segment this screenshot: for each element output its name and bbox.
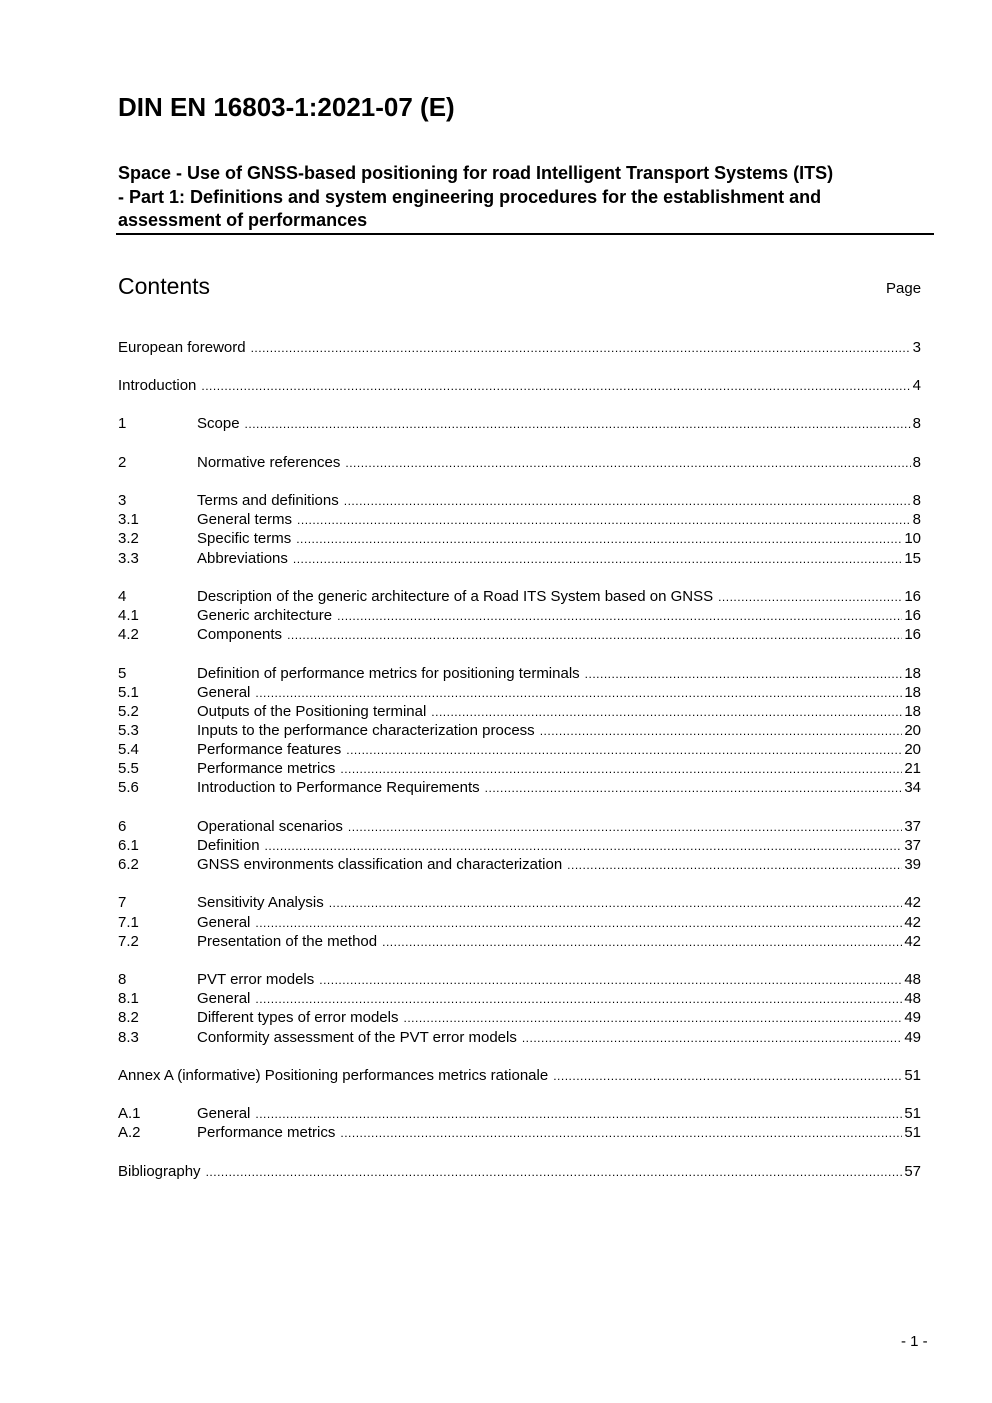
toc-entry-number: 4.1 bbox=[118, 607, 139, 624]
toc-entry-page: 37 bbox=[904, 837, 921, 854]
page-column-heading: Page bbox=[886, 280, 922, 297]
toc-dot-leader bbox=[485, 781, 903, 795]
toc-dot-leader bbox=[345, 456, 910, 470]
toc-entry[interactable] bbox=[118, 1163, 921, 1182]
toc-dot-leader bbox=[319, 973, 902, 987]
toc-dot-leader bbox=[431, 705, 902, 719]
toc-entry[interactable] bbox=[118, 626, 921, 645]
toc-entry-page: 18 bbox=[904, 684, 921, 701]
toc-entry-number: 5.2 bbox=[118, 703, 139, 720]
toc-entry-title: General bbox=[197, 1105, 251, 1122]
toc-entry[interactable] bbox=[118, 933, 921, 952]
toc-entry-title: Conformity assessment of the PVT error models bbox=[197, 1029, 517, 1046]
toc-entry-title: Performance metrics bbox=[197, 760, 336, 777]
toc-entry-title: GNSS environments classification and characterization bbox=[197, 856, 563, 873]
toc-entry[interactable] bbox=[118, 1067, 921, 1086]
document-id: DIN EN 16803-1:2021-07 (E) bbox=[118, 92, 455, 122]
toc-entry-page: 8 bbox=[912, 511, 921, 528]
toc-dot-leader bbox=[201, 379, 910, 393]
toc-dot-leader bbox=[337, 609, 902, 623]
toc-dot-leader bbox=[340, 762, 902, 776]
toc-entry[interactable] bbox=[118, 530, 921, 549]
toc-entry[interactable] bbox=[118, 741, 921, 760]
toc-entry-title: General bbox=[197, 684, 251, 701]
toc-entry-title: Introduction bbox=[118, 377, 197, 394]
toc-entry-number: 5.3 bbox=[118, 722, 139, 739]
toc-entry-title: Definition bbox=[197, 837, 260, 854]
toc-entry-page: 10 bbox=[904, 530, 921, 547]
toc-entry[interactable] bbox=[118, 339, 921, 358]
toc-entry-title: Performance metrics bbox=[197, 1124, 336, 1141]
toc-entry-title: Components bbox=[197, 626, 283, 643]
toc-entry-number: 7 bbox=[118, 894, 127, 911]
toc-entry-title: Sensitivity Analysis bbox=[197, 894, 324, 911]
toc-entry[interactable] bbox=[118, 607, 921, 626]
toc-entry[interactable] bbox=[118, 492, 921, 511]
toc-entry-number: 5 bbox=[118, 665, 127, 682]
toc-entry-page: 57 bbox=[904, 1163, 921, 1180]
toc-dot-leader bbox=[293, 552, 902, 566]
toc-entry-title: Terms and definitions bbox=[197, 492, 339, 509]
toc-entry-title: Definition of performance metrics for positioning terminals bbox=[197, 665, 580, 682]
toc-entry-page: 18 bbox=[904, 703, 921, 720]
toc-entry-number: 6.1 bbox=[118, 837, 139, 854]
toc-entry[interactable] bbox=[118, 760, 921, 779]
toc-entry-page: 18 bbox=[904, 665, 921, 682]
toc-entry-title: Abbreviations bbox=[197, 550, 288, 567]
toc-entry-number: 1 bbox=[118, 415, 127, 432]
toc-entry-title: Specific terms bbox=[197, 530, 292, 547]
title-line: - Part 1: Definitions and system engineering procedures for the establishment and bbox=[118, 186, 822, 207]
toc-entry-title: General terms bbox=[197, 511, 293, 528]
toc-dot-leader bbox=[255, 992, 902, 1006]
toc-dot-leader bbox=[718, 590, 902, 604]
toc-entry[interactable] bbox=[118, 1124, 921, 1143]
toc-entry-page: 8 bbox=[912, 415, 921, 432]
toc-entry[interactable] bbox=[118, 722, 921, 741]
toc-entry-page: 42 bbox=[904, 914, 921, 931]
toc-entry-page: 3 bbox=[912, 339, 921, 356]
toc-entry[interactable] bbox=[118, 837, 921, 856]
toc-entry[interactable] bbox=[118, 779, 921, 798]
toc-entry-number: 6.2 bbox=[118, 856, 139, 873]
toc-entry-title: Description of the generic architecture of a Road ITS System based on GNSS bbox=[197, 588, 714, 605]
toc-dot-leader bbox=[255, 686, 902, 700]
toc-entry[interactable] bbox=[118, 665, 921, 684]
toc-dot-leader bbox=[340, 1126, 902, 1140]
toc-entry-number: 7.2 bbox=[118, 933, 139, 950]
toc-entry-number: 6 bbox=[118, 818, 127, 835]
toc-dot-leader bbox=[297, 513, 911, 527]
toc-entry-title: Inputs to the performance characterization process bbox=[197, 722, 535, 739]
toc-dot-leader bbox=[206, 1165, 903, 1179]
toc-dot-leader bbox=[344, 494, 911, 508]
toc-entry[interactable] bbox=[118, 415, 921, 434]
toc-dot-leader bbox=[348, 820, 902, 834]
toc-entry-number: 8.3 bbox=[118, 1029, 139, 1046]
toc-dot-leader bbox=[245, 417, 911, 431]
toc-entry-number: 8 bbox=[118, 971, 127, 988]
toc-entry-page: 21 bbox=[904, 760, 921, 777]
toc-entry-page: 48 bbox=[904, 990, 921, 1007]
toc-entry-page: 15 bbox=[904, 550, 921, 567]
toc-entry-number: 7.1 bbox=[118, 914, 139, 931]
toc-dot-leader bbox=[287, 628, 902, 642]
toc-dot-leader bbox=[255, 1107, 902, 1121]
toc-dot-leader bbox=[540, 724, 903, 738]
toc-entry-number: 8.1 bbox=[118, 990, 139, 1007]
toc-entry[interactable] bbox=[118, 971, 921, 990]
toc-entry[interactable] bbox=[118, 1105, 921, 1124]
toc-dot-leader bbox=[329, 896, 903, 910]
toc-entry-number: 3.1 bbox=[118, 511, 139, 528]
toc-entry-title: Annex A (informative) Positioning performances metrics rationale bbox=[118, 1067, 549, 1084]
toc-entry-page: 20 bbox=[904, 722, 921, 739]
toc-entry-title: Bibliography bbox=[118, 1163, 201, 1180]
toc-entry-page: 39 bbox=[904, 856, 921, 873]
toc-entry[interactable] bbox=[118, 990, 921, 1009]
toc-entry-page: 42 bbox=[904, 933, 921, 950]
toc-entry-title: Operational scenarios bbox=[197, 818, 343, 835]
toc-entry-title: Outputs of the Positioning terminal bbox=[197, 703, 427, 720]
toc-entry-page: 16 bbox=[904, 588, 921, 605]
toc-entry[interactable] bbox=[118, 914, 921, 933]
toc-dot-leader bbox=[265, 839, 903, 853]
toc-dot-leader bbox=[567, 858, 902, 872]
toc-entry[interactable] bbox=[118, 703, 921, 722]
toc-entry[interactable] bbox=[118, 588, 921, 607]
toc-entry[interactable] bbox=[118, 894, 921, 913]
toc-entry-number: 4 bbox=[118, 588, 127, 605]
toc-entry-page: 4 bbox=[912, 377, 921, 394]
toc-entry[interactable] bbox=[118, 684, 921, 703]
toc-entry-title: Scope bbox=[197, 415, 240, 432]
toc-entry-number: 3.3 bbox=[118, 550, 139, 567]
toc-dot-leader bbox=[296, 532, 902, 546]
title-line: assessment of performances bbox=[118, 210, 368, 230]
toc-entry-page: 16 bbox=[904, 607, 921, 624]
toc-entry-title: Introduction to Performance Requirements bbox=[197, 779, 480, 796]
toc-entry-page: 51 bbox=[904, 1105, 921, 1122]
toc-entry-page: 37 bbox=[904, 818, 921, 835]
toc-entry[interactable] bbox=[118, 454, 921, 473]
toc-entry-number: A.1 bbox=[118, 1105, 141, 1122]
toc-entry-page: 34 bbox=[904, 779, 921, 796]
title-line: Space - Use of GNSS-based positioning for road Intelligent Transport Systems (ITS) bbox=[118, 163, 834, 183]
toc-entry-title: General bbox=[197, 990, 251, 1007]
toc-entry-title: PVT error models bbox=[197, 971, 315, 988]
toc-entry-number: 3 bbox=[118, 492, 127, 509]
toc-entry-title: Generic architecture bbox=[197, 607, 333, 624]
toc-entry-title: General bbox=[197, 914, 251, 931]
toc-dot-leader bbox=[255, 916, 902, 930]
toc-entry-title: Different types of error models bbox=[197, 1009, 399, 1026]
toc-entry[interactable] bbox=[118, 1029, 921, 1048]
toc-entry-page: 42 bbox=[904, 894, 921, 911]
toc-entry[interactable] bbox=[118, 377, 921, 396]
toc-entry[interactable] bbox=[118, 856, 921, 875]
toc-entry-page: 51 bbox=[904, 1067, 921, 1084]
toc-entry-number: 5.4 bbox=[118, 741, 139, 758]
toc-dot-leader bbox=[251, 341, 911, 355]
toc-dot-leader bbox=[346, 743, 902, 757]
contents-heading: Contents bbox=[118, 273, 211, 299]
toc-entry-page: 51 bbox=[904, 1124, 921, 1141]
toc-entry-number: 2 bbox=[118, 454, 127, 471]
toc-entry-page: 49 bbox=[904, 1029, 921, 1046]
toc-entry[interactable] bbox=[118, 1009, 921, 1028]
toc-dot-leader bbox=[403, 1011, 902, 1025]
toc-entry-number: 5.5 bbox=[118, 760, 139, 777]
toc-entry-page: 16 bbox=[904, 626, 921, 643]
toc-entry-page: 8 bbox=[912, 492, 921, 509]
toc-entry-number: 3.2 bbox=[118, 530, 139, 547]
toc-entry[interactable] bbox=[118, 818, 921, 837]
toc-dot-leader bbox=[522, 1031, 902, 1045]
toc-entry-number: A.2 bbox=[118, 1124, 141, 1141]
toc-entry[interactable] bbox=[118, 550, 921, 569]
toc-dot-leader bbox=[553, 1069, 902, 1083]
toc-entry-title: Performance features bbox=[197, 741, 342, 758]
toc-entry-page: 8 bbox=[912, 454, 921, 471]
toc-entry-number: 5.6 bbox=[118, 779, 139, 796]
toc-entry-number: 5.1 bbox=[118, 684, 139, 701]
toc-dot-leader bbox=[382, 935, 902, 949]
toc-entry-page: 20 bbox=[904, 741, 921, 758]
toc-entry-title: Normative references bbox=[197, 454, 341, 471]
toc-dot-leader bbox=[585, 667, 903, 681]
toc-entry-number: 4.2 bbox=[118, 626, 139, 643]
toc-entry-title: European foreword bbox=[118, 339, 246, 356]
toc-entry-number: 8.2 bbox=[118, 1009, 139, 1026]
page-number: - 1 - bbox=[901, 1333, 928, 1350]
toc-entry-page: 49 bbox=[904, 1009, 921, 1026]
toc-entry-page: 48 bbox=[904, 971, 921, 988]
toc-entry-title: Presentation of the method bbox=[197, 933, 378, 950]
toc-entry[interactable] bbox=[118, 511, 921, 530]
